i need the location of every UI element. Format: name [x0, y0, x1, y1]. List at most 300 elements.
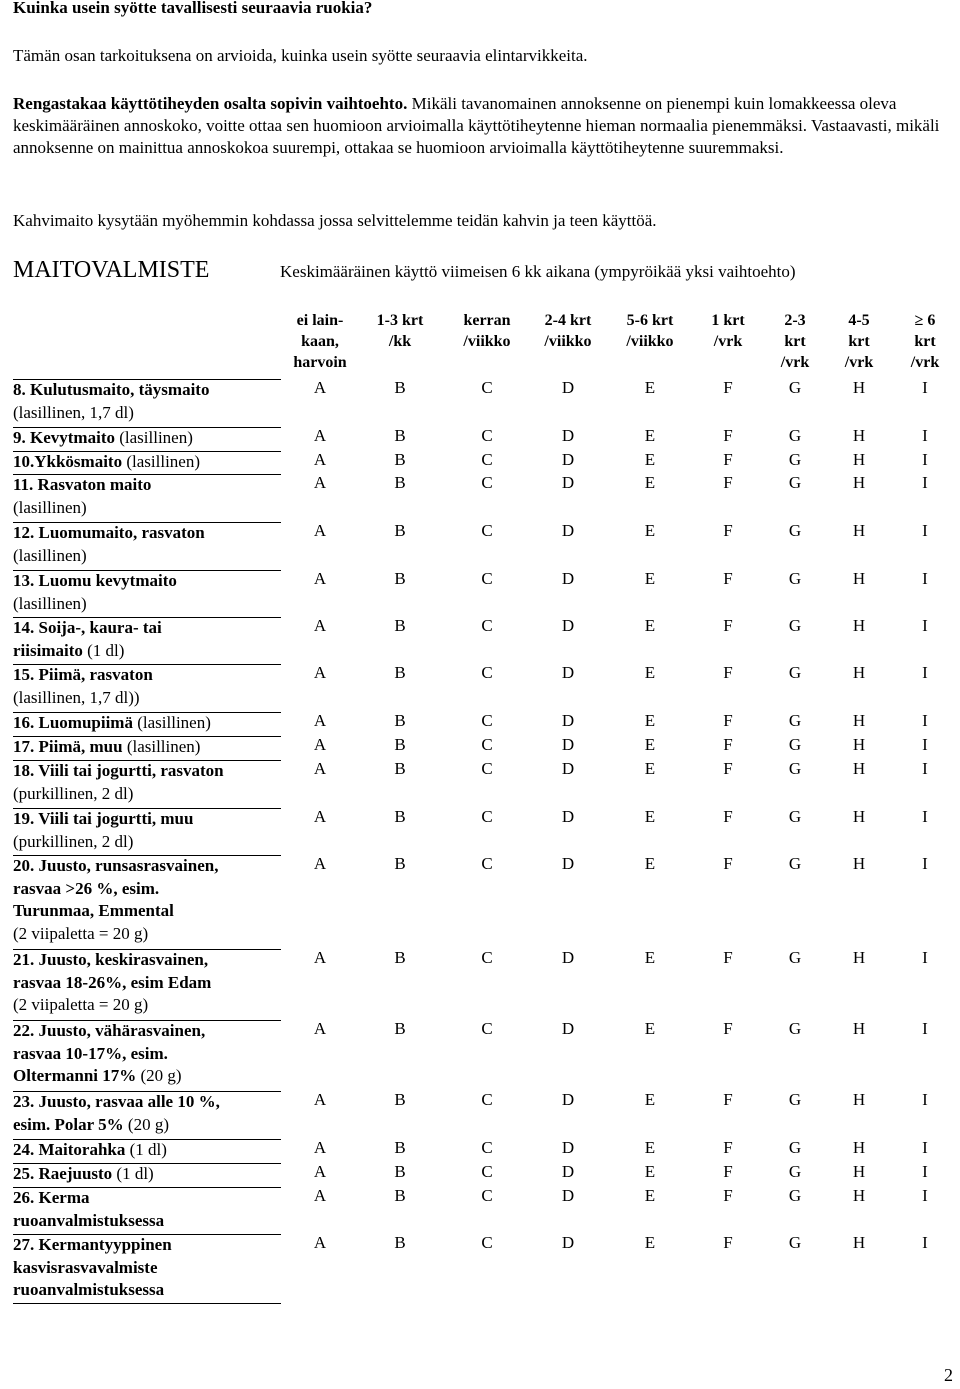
frequency-option-i[interactable]: I — [922, 378, 928, 397]
frequency-option-b[interactable]: B — [394, 735, 406, 754]
frequency-option-f[interactable]: F — [723, 473, 733, 492]
frequency-option-b[interactable]: B — [394, 807, 406, 826]
food-item-name: 16. Luomupiimä — [13, 713, 133, 732]
food-item-portion: (2 viipaletta = 20 g) — [13, 923, 149, 943]
food-item-name: rasvaa >26 %, esim. — [13, 878, 160, 898]
frequency-option-f[interactable]: F — [723, 1162, 733, 1181]
food-item-name: Turunmaa, Emmental — [13, 901, 174, 920]
frequency-option-d[interactable]: D — [561, 1019, 575, 1038]
frequency-option-d[interactable]: D — [561, 1233, 575, 1252]
food-item-name: 17. Piimä, muu — [13, 737, 123, 756]
food-item-portion: (lasillinen) — [122, 452, 201, 471]
frequency-option-c[interactable]: C — [481, 735, 493, 754]
frequency-option-i[interactable]: I — [922, 807, 928, 826]
food-item-label-line — [13, 949, 283, 972]
frequency-header-line: 1-3 krt — [376, 312, 424, 329]
frequency-option-e[interactable]: E — [644, 735, 656, 754]
frequency-option-a[interactable]: A — [313, 854, 327, 873]
food-item-name: 20. Juusto, runsasrasvainen, — [13, 856, 219, 875]
frequency-option-e[interactable]: E — [644, 378, 656, 397]
frequency-option-f[interactable]: F — [723, 1019, 733, 1038]
food-item-portion: (lasillinen) — [122, 737, 201, 756]
frequency-option-g[interactable]: G — [788, 616, 802, 635]
frequency-option-h[interactable]: H — [852, 1090, 866, 1109]
frequency-option-h[interactable]: H — [852, 473, 866, 492]
table-bottom-line — [13, 1303, 281, 1304]
frequency-option-a[interactable]: A — [313, 426, 327, 445]
frequency-option-i[interactable]: I — [922, 1162, 928, 1181]
frequency-option-c[interactable]: C — [481, 759, 493, 778]
frequency-option-i[interactable]: I — [922, 735, 928, 754]
frequency-option-g[interactable]: G — [788, 473, 802, 492]
frequency-option-b[interactable]: B — [394, 473, 406, 492]
food-item-name: esim. Polar 5% — [13, 1114, 124, 1134]
frequency-option-d[interactable]: D — [561, 1138, 575, 1157]
food-item-portion: (lasillinen) — [13, 497, 87, 517]
frequency-option-c[interactable]: C — [481, 378, 493, 397]
frequency-option-g[interactable]: G — [788, 569, 802, 588]
food-item-label-line — [13, 617, 283, 640]
food-item-name: 25. Raejuusto — [13, 1164, 113, 1183]
frequency-option-g[interactable]: G — [788, 1019, 802, 1038]
frequency-option-g[interactable]: G — [788, 426, 802, 445]
food-item-name: 10.Ykkösmaito — [13, 452, 123, 471]
food-item-label-line — [13, 427, 283, 450]
frequency-header-line: /kk — [388, 333, 412, 350]
frequency-header-line: harvoin — [293, 354, 347, 371]
frequency-header-line — [447, 352, 527, 373]
frequency-option-a[interactable]: A — [313, 1233, 327, 1252]
frequency-option-g[interactable]: G — [788, 807, 802, 826]
frequency-option-d[interactable]: D — [561, 473, 575, 492]
frequency-option-d[interactable]: D — [561, 616, 575, 635]
frequency-option-b[interactable]: B — [394, 1138, 406, 1157]
frequency-option-i[interactable]: I — [922, 1019, 928, 1038]
frequency-option-d[interactable]: D — [561, 521, 575, 540]
frequency-option-i[interactable]: I — [922, 450, 928, 469]
food-item-label — [13, 1139, 283, 1162]
food-item-label — [13, 474, 283, 519]
food-item-label — [13, 522, 283, 567]
frequency-header-line: kaan, — [301, 333, 339, 350]
food-item-portion: (1 dl) — [112, 1164, 154, 1183]
frequency-option-b[interactable]: B — [394, 759, 406, 778]
food-item-name: 15. Piimä, rasvaton — [13, 665, 153, 684]
frequency-option-c[interactable]: C — [481, 807, 493, 826]
frequency-option-i[interactable]: I — [922, 1138, 928, 1157]
frequency-option-f[interactable]: F — [723, 569, 733, 588]
food-item-name: 12. Luomumaito, rasvaton — [13, 523, 205, 542]
frequency-option-c[interactable]: C — [481, 1186, 493, 1205]
food-item-portion: (2 viipaletta = 20 g) — [13, 995, 149, 1014]
food-item-name: 24. Maitorahka — [13, 1140, 126, 1159]
frequency-option-f[interactable]: F — [723, 1233, 733, 1252]
food-item-name: 8. Kulutusmaito, täysmaito — [13, 380, 210, 399]
frequency-option-a[interactable]: A — [313, 759, 327, 778]
frequency-option-e[interactable]: E — [644, 1138, 656, 1157]
frequency-option-f[interactable]: F — [723, 854, 733, 873]
frequency-option-a[interactable]: A — [313, 1162, 327, 1181]
frequency-option-e[interactable]: E — [644, 663, 656, 682]
frequency-option-e[interactable]: E — [644, 1162, 656, 1181]
frequency-header — [275, 310, 365, 373]
frequency-header — [447, 310, 527, 373]
frequency-option-a[interactable]: A — [313, 711, 327, 730]
food-item-label-line — [13, 760, 283, 783]
frequency-header-line: /vrk — [780, 354, 810, 371]
food-item-label — [13, 570, 283, 615]
frequency-option-b[interactable]: B — [394, 1162, 406, 1181]
frequency-option-a[interactable]: A — [313, 378, 327, 397]
frequency-option-d[interactable]: D — [561, 569, 575, 588]
frequency-option-a[interactable]: A — [313, 521, 327, 540]
frequency-option-h[interactable]: H — [852, 948, 866, 967]
food-item-name: 13. Luomu kevytmaito — [13, 571, 177, 590]
food-item-name: riisimaito — [13, 640, 83, 660]
frequency-option-c[interactable]: C — [481, 616, 493, 635]
frequency-option-a[interactable]: A — [313, 1138, 327, 1157]
frequency-option-e[interactable]: E — [644, 1090, 656, 1109]
food-item-name: 11. Rasvaton maito — [13, 475, 152, 494]
frequency-option-h[interactable]: H — [852, 1019, 866, 1038]
frequency-header-line: /vrk — [910, 354, 940, 371]
frequency-option-b[interactable]: B — [394, 711, 406, 730]
frequency-option-c[interactable]: C — [481, 1233, 493, 1252]
food-item-name: Oltermanni 17% — [13, 1066, 137, 1085]
section-title: MAITOVALMISTE — [13, 257, 210, 283]
frequency-option-d[interactable]: D — [561, 948, 575, 967]
food-item-label — [13, 1234, 283, 1302]
frequency-option-h[interactable]: H — [852, 807, 866, 826]
frequency-option-h[interactable]: H — [852, 711, 866, 730]
frequency-option-e[interactable]: E — [644, 1233, 656, 1252]
frequency-option-a[interactable]: A — [313, 948, 327, 967]
frequency-option-a[interactable]: A — [313, 569, 327, 588]
frequency-option-i[interactable]: I — [922, 1233, 928, 1252]
food-item-name: 19. Viili tai jogurtti, muu — [13, 809, 194, 828]
food-item-label-line — [13, 497, 283, 520]
frequency-option-f[interactable]: F — [723, 711, 733, 730]
frequency-option-d[interactable]: D — [561, 1090, 575, 1109]
food-item-label-line — [13, 736, 283, 759]
frequency-option-f[interactable]: F — [723, 426, 733, 445]
frequency-header-line: krt — [848, 333, 870, 350]
food-item-label — [13, 451, 283, 474]
frequency-option-f[interactable]: F — [723, 1090, 733, 1109]
frequency-option-g[interactable]: G — [788, 854, 802, 873]
frequency-option-f[interactable]: F — [723, 1138, 733, 1157]
frequency-header-line: krt — [784, 333, 806, 350]
frequency-option-h[interactable]: H — [852, 521, 866, 540]
frequency-option-i[interactable]: I — [922, 521, 928, 540]
frequency-option-b[interactable]: B — [394, 854, 406, 873]
frequency-option-g[interactable]: G — [788, 663, 802, 682]
frequency-header-line: krt — [914, 333, 936, 350]
frequency-option-i[interactable]: I — [922, 473, 928, 492]
food-item-name: rasvaa 10-17%, esim. — [13, 1043, 168, 1063]
frequency-option-i[interactable]: I — [922, 711, 928, 730]
frequency-option-d[interactable]: D — [561, 663, 575, 682]
food-item-label-line — [13, 878, 283, 901]
frequency-option-e[interactable]: E — [644, 759, 656, 778]
frequency-option-h[interactable]: H — [852, 735, 866, 754]
frequency-option-e[interactable]: E — [644, 711, 656, 730]
frequency-header-line: 2-4 krt — [544, 312, 592, 329]
food-item-portion: (lasillinen, 1,7 dl) — [13, 402, 134, 422]
food-item-name: rasvaa 18-26%, esim Edam — [13, 972, 212, 992]
frequency-option-a[interactable]: A — [313, 1019, 327, 1038]
food-item-label — [13, 379, 283, 424]
food-item-label-line — [13, 1043, 283, 1066]
frequency-option-d[interactable]: D — [561, 735, 575, 754]
frequency-header-line: /viikko — [463, 333, 511, 350]
frequency-option-b[interactable]: B — [394, 1233, 406, 1252]
frequency-header-line: 4-5 — [848, 312, 870, 329]
frequency-option-f[interactable]: F — [723, 616, 733, 635]
food-item-label — [13, 1163, 283, 1186]
page-heading: Kuinka usein syötte tavallisesti seuraavia ruokia? — [13, 0, 373, 17]
frequency-option-h[interactable]: H — [852, 663, 866, 682]
food-item-label-line — [13, 522, 283, 545]
food-item-label-line — [13, 640, 283, 663]
frequency-option-c[interactable]: C — [481, 711, 493, 730]
food-item-label — [13, 1020, 283, 1088]
frequency-header-line: 2-3 — [784, 312, 806, 329]
frequency-option-f[interactable]: F — [723, 1186, 733, 1205]
food-item-label-line — [13, 712, 283, 735]
frequency-option-c[interactable]: C — [481, 1162, 493, 1181]
food-item-label-line — [13, 808, 283, 831]
food-item-label-line — [13, 570, 283, 593]
frequency-option-a[interactable]: A — [313, 663, 327, 682]
frequency-header — [895, 310, 955, 373]
frequency-option-e[interactable]: E — [644, 854, 656, 873]
frequency-option-h[interactable]: H — [852, 426, 866, 445]
frequency-option-c[interactable]: C — [481, 948, 493, 967]
frequency-option-f[interactable]: F — [723, 735, 733, 754]
frequency-option-d[interactable]: D — [561, 450, 575, 469]
food-item-name: ruoanvalmistuksessa — [13, 1280, 165, 1299]
food-item-label — [13, 736, 283, 759]
frequency-option-e[interactable]: E — [644, 426, 656, 445]
frequency-option-c[interactable]: C — [481, 1090, 493, 1109]
frequency-option-g[interactable]: G — [788, 1233, 802, 1252]
frequency-header-line: /vrk — [844, 354, 874, 371]
food-item-label-line — [13, 994, 283, 1017]
frequency-option-f[interactable]: F — [723, 807, 733, 826]
food-item-portion: (lasillinen) — [13, 545, 87, 565]
frequency-option-i[interactable]: I — [922, 426, 928, 445]
food-item-label-line — [13, 783, 283, 806]
frequency-option-e[interactable]: E — [644, 473, 656, 492]
instruction-paragraph — [13, 93, 948, 159]
frequency-option-e[interactable]: E — [644, 1186, 656, 1205]
food-item-label-line — [13, 1234, 283, 1257]
frequency-option-f[interactable]: F — [723, 663, 733, 682]
food-item-label-line — [13, 923, 283, 946]
food-item-name: kasvisrasvavalmiste — [13, 1257, 158, 1277]
frequency-option-c[interactable]: C — [481, 450, 493, 469]
frequency-option-c[interactable]: C — [481, 1138, 493, 1157]
frequency-option-h[interactable]: H — [852, 1233, 866, 1252]
frequency-header-line — [528, 352, 608, 373]
frequency-option-h[interactable]: H — [852, 854, 866, 873]
frequency-option-e[interactable]: E — [644, 807, 656, 826]
frequency-option-i[interactable]: I — [922, 759, 928, 778]
frequency-option-c[interactable]: C — [481, 426, 493, 445]
frequency-option-a[interactable]: A — [313, 1186, 327, 1205]
frequency-option-f[interactable]: F — [723, 948, 733, 967]
frequency-header-line: ei lain- — [296, 312, 344, 329]
frequency-option-i[interactable]: I — [922, 1186, 928, 1205]
frequency-option-h[interactable]: H — [852, 616, 866, 635]
frequency-option-h[interactable]: H — [852, 569, 866, 588]
frequency-option-i[interactable]: I — [922, 1090, 928, 1109]
frequency-option-h[interactable]: H — [852, 1186, 866, 1205]
food-item-label — [13, 617, 283, 662]
frequency-option-c[interactable]: C — [481, 521, 493, 540]
instruction-text: Mikäli tavanomainen annoksenne on pienempi kuin lomakkeessa oleva keskimääräinen annoskoko, voitte ottaa sen huomioon arvioimalla käyttötiheytenne hieman normaalia pienemmäksi. Vastaavasti, mikäli annoksenne on mainittua annoskokoa suurempi, ottakaa se huomioon arvioimalla käyttötiheytenne suuremmaksi. — [13, 94, 940, 157]
food-item-label-line — [13, 379, 283, 402]
food-item-label-line — [13, 1114, 283, 1137]
frequency-header-line: /viikko — [626, 333, 674, 350]
frequency-header — [365, 310, 435, 373]
food-item-label-line — [13, 593, 283, 616]
frequency-option-e[interactable]: E — [644, 1019, 656, 1038]
frequency-option-e[interactable]: E — [644, 450, 656, 469]
food-item-portion: (1 dl) — [125, 1140, 167, 1159]
frequency-option-i[interactable]: I — [922, 663, 928, 682]
frequency-option-c[interactable]: C — [481, 569, 493, 588]
frequency-option-h[interactable]: H — [852, 378, 866, 397]
frequency-header-line — [365, 352, 435, 373]
food-item-name: 9. Kevytmaito — [13, 428, 115, 447]
page-number: 2 — [944, 1365, 953, 1385]
usage-caption: Keskimääräinen käyttö viimeisen 6 kk aikana (ympyröikää yksi vaihtoehto) — [280, 262, 796, 281]
frequency-option-b[interactable]: B — [394, 948, 406, 967]
food-item-label-line — [13, 1279, 283, 1302]
frequency-option-g[interactable]: G — [788, 521, 802, 540]
food-item-label-line — [13, 855, 283, 878]
frequency-option-b[interactable]: B — [394, 378, 406, 397]
frequency-header-line — [610, 352, 690, 373]
frequency-option-a[interactable]: A — [313, 807, 327, 826]
frequency-header — [610, 310, 690, 373]
frequency-option-b[interactable]: B — [394, 569, 406, 588]
instruction-bold: Rengastakaa käyttötiheyden osalta sopivin vaihtoehto. — [13, 94, 408, 113]
frequency-option-g[interactable]: G — [788, 450, 802, 469]
frequency-option-e[interactable]: E — [644, 616, 656, 635]
frequency-option-b[interactable]: B — [394, 663, 406, 682]
food-item-label-line — [13, 664, 283, 687]
frequency-option-e[interactable]: E — [644, 948, 656, 967]
frequency-option-g[interactable]: G — [788, 759, 802, 778]
food-item-label-line — [13, 474, 283, 497]
frequency-option-a[interactable]: A — [313, 1090, 327, 1109]
frequency-option-g[interactable]: G — [788, 378, 802, 397]
frequency-option-h[interactable]: H — [852, 450, 866, 469]
food-item-name: 22. Juusto, vähärasvainen, — [13, 1021, 206, 1040]
food-item-label-line — [13, 831, 283, 854]
food-item-portion: (1 dl) — [82, 640, 125, 660]
frequency-option-f[interactable]: F — [723, 521, 733, 540]
frequency-option-g[interactable]: G — [788, 1138, 802, 1157]
food-item-name: 27. Kermantyyppinen — [13, 1235, 172, 1254]
frequency-option-e[interactable]: E — [644, 521, 656, 540]
frequency-option-g[interactable]: G — [788, 948, 802, 967]
frequency-header-line: 1 krt — [711, 312, 745, 329]
food-item-name: 23. Juusto, rasvaa alle 10 %, — [13, 1092, 220, 1111]
frequency-option-g[interactable]: G — [788, 735, 802, 754]
frequency-option-a[interactable]: A — [313, 473, 327, 492]
frequency-option-d[interactable]: D — [561, 1186, 575, 1205]
frequency-option-c[interactable]: C — [481, 663, 493, 682]
frequency-option-i[interactable]: I — [922, 948, 928, 967]
food-item-portion: (lasillinen) — [114, 428, 193, 447]
frequency-option-c[interactable]: C — [481, 1019, 493, 1038]
food-item-label-line — [13, 1020, 283, 1043]
frequency-option-a[interactable]: A — [313, 735, 327, 754]
frequency-option-g[interactable]: G — [788, 1186, 802, 1205]
frequency-option-h[interactable]: H — [852, 1162, 866, 1181]
frequency-option-d[interactable]: D — [561, 426, 575, 445]
frequency-option-d[interactable]: D — [561, 807, 575, 826]
frequency-option-b[interactable]: B — [394, 521, 406, 540]
frequency-header-line: 5-6 krt — [626, 312, 674, 329]
frequency-option-d[interactable]: D — [561, 711, 575, 730]
frequency-option-b[interactable]: B — [394, 616, 406, 635]
frequency-option-a[interactable]: A — [313, 616, 327, 635]
food-item-name: 26. Kerma — [13, 1188, 90, 1207]
frequency-option-b[interactable]: B — [394, 426, 406, 445]
frequency-option-i[interactable]: I — [922, 854, 928, 873]
frequency-option-h[interactable]: H — [852, 759, 866, 778]
food-item-portion: (lasillinen) — [132, 713, 211, 732]
frequency-option-f[interactable]: F — [723, 378, 733, 397]
food-item-label-line — [13, 1091, 283, 1114]
frequency-option-c[interactable]: C — [481, 854, 493, 873]
frequency-option-g[interactable]: G — [788, 1162, 802, 1181]
food-item-label — [13, 855, 283, 945]
frequency-option-a[interactable]: A — [313, 450, 327, 469]
frequency-option-i[interactable]: I — [922, 616, 928, 635]
frequency-option-d[interactable]: D — [561, 759, 575, 778]
frequency-option-b[interactable]: B — [394, 1090, 406, 1109]
frequency-option-e[interactable]: E — [644, 569, 656, 588]
frequency-option-h[interactable]: H — [852, 1138, 866, 1157]
frequency-option-g[interactable]: G — [788, 711, 802, 730]
food-item-name: ruoanvalmistuksessa — [13, 1210, 165, 1230]
food-item-label-line — [13, 1065, 283, 1088]
food-item-label-line — [13, 1210, 283, 1233]
frequency-option-d[interactable]: D — [561, 854, 575, 873]
food-item-label — [13, 808, 283, 853]
frequency-header-line — [698, 352, 758, 373]
frequency-option-f[interactable]: F — [723, 759, 733, 778]
food-item-label-line — [13, 687, 283, 710]
frequency-option-f[interactable]: F — [723, 450, 733, 469]
frequency-header-line: kerran — [463, 312, 511, 329]
frequency-header — [698, 310, 758, 373]
frequency-option-i[interactable]: I — [922, 569, 928, 588]
frequency-option-b[interactable]: B — [394, 450, 406, 469]
frequency-option-b[interactable]: B — [394, 1186, 406, 1205]
frequency-option-c[interactable]: C — [481, 473, 493, 492]
frequency-option-d[interactable]: D — [561, 1162, 575, 1181]
frequency-option-d[interactable]: D — [561, 378, 575, 397]
frequency-option-b[interactable]: B — [394, 1019, 406, 1038]
frequency-option-g[interactable]: G — [788, 1090, 802, 1109]
